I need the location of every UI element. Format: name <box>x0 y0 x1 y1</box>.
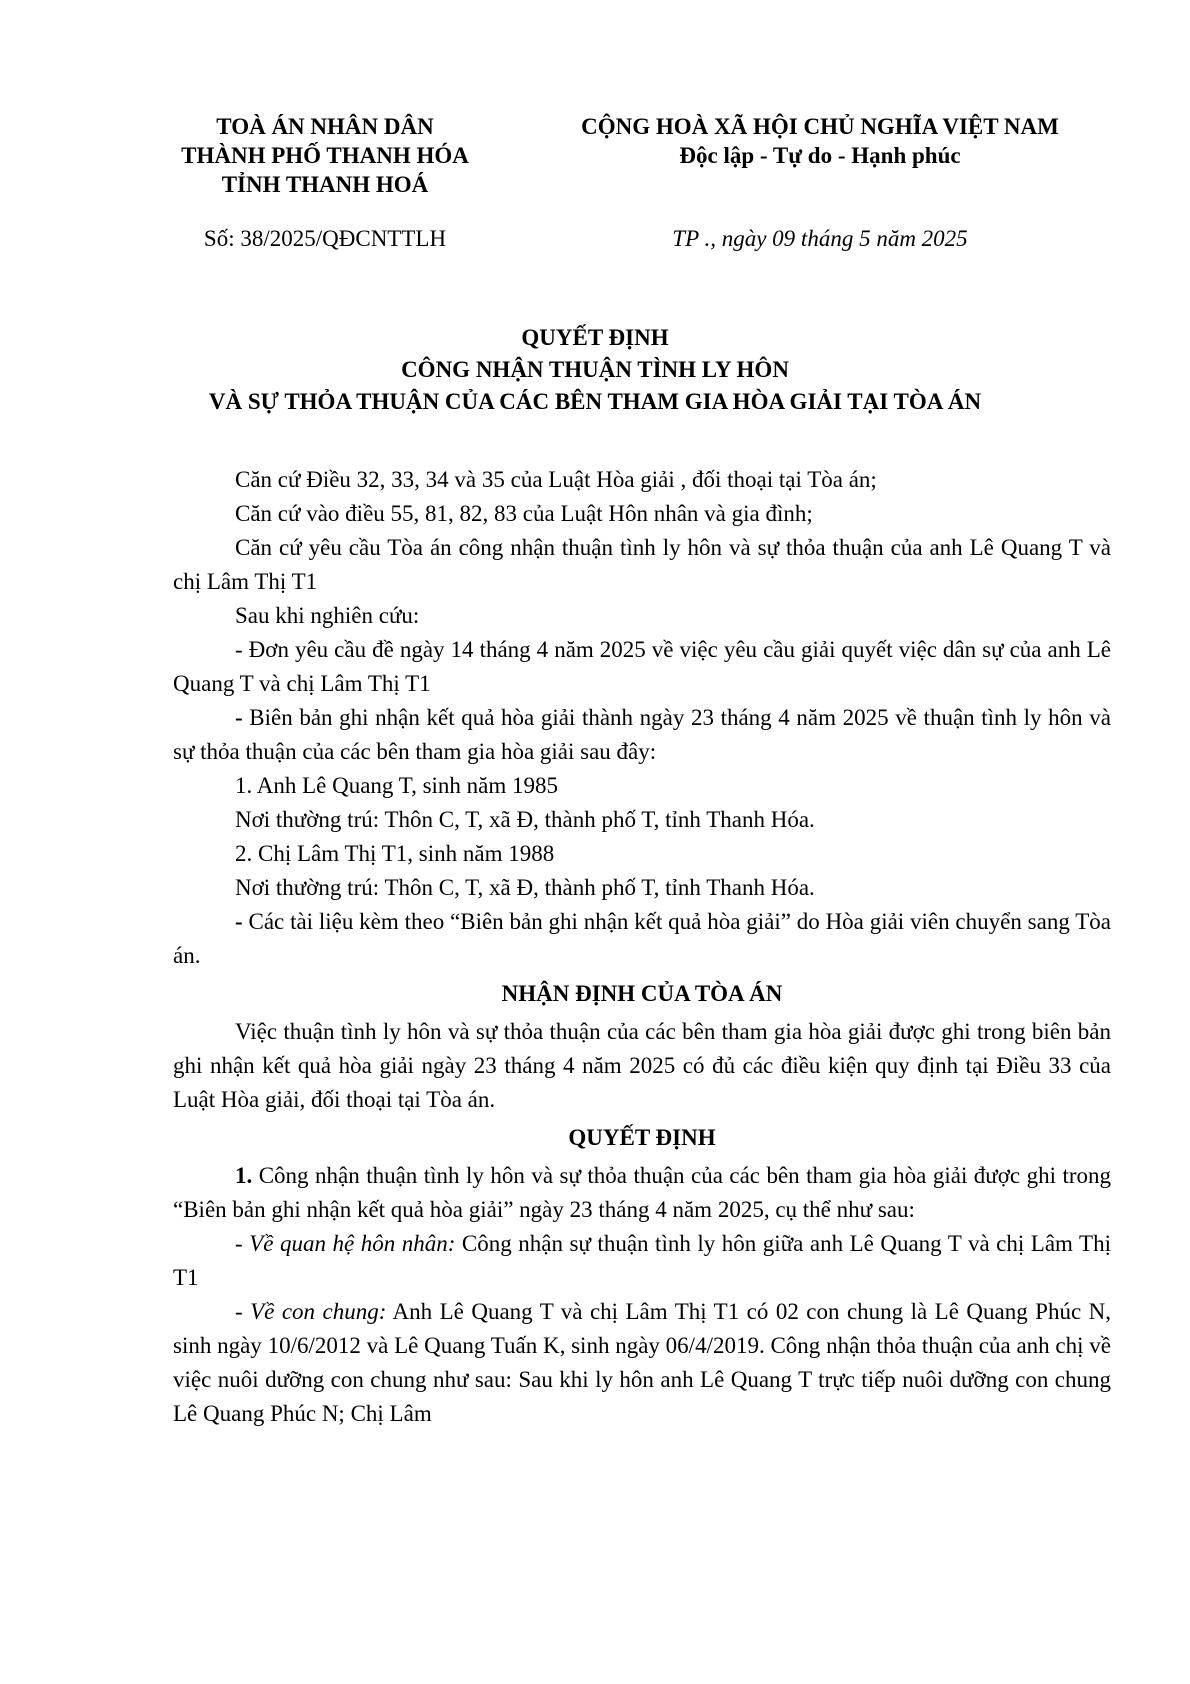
basis-line-5: - Đơn yêu cầu đề ngày 14 tháng 4 năm 2025 về việc yêu cầu giải quyết việc dân sự của anh Lê Quang T và chị Lâm Thị T1 <box>173 637 1111 696</box>
motto: Độc lập - Tự do - Hạnh phúc <box>679 143 961 168</box>
assessment-text: Việc thuận tình ly hôn và sự thỏa thuận của các bên tham gia hòa giải được ghi trong biên bản ghi nhận kết quả hòa giải ngày 23 tháng 4 năm 2025 có đủ các điều kiện quy định tại Điều 33 của Luật Hòa giải, đối thoại tại Tòa án. <box>173 1019 1111 1112</box>
basis-line-3: Căn cứ yêu cầu Tòa án công nhận thuận tình ly hôn và sự thỏa thuận của anh Lê Quang T và chị Lâm Thị T1 <box>173 535 1111 594</box>
basis-line-6 <box>173 701 1111 769</box>
title-line-1: QUYẾT ĐỊNH <box>521 325 669 350</box>
decision-item-1 <box>173 1159 1111 1227</box>
republic-name: CỘNG HOÀ XÃ HỘI CHỦ NGHĨA VIỆT NAM <box>581 114 1059 139</box>
party-1: 1. Anh Lê Quang T, sinh năm 1985 <box>235 773 559 798</box>
document-body <box>173 463 1111 1431</box>
document-number: Số: 38/2025/QĐCNTTLH <box>203 226 447 251</box>
basis-line-1: Căn cứ Điều 32, 33, 34 và 35 của Luật Hòa giải , đối thoại tại Tòa án; <box>235 467 877 492</box>
basis-line-11-text: Các tài liệu kèm theo “Biên bản ghi nhận kết quả hòa giải” do Hòa giải viên chuyển sang Tòa án. <box>173 909 1111 968</box>
court-line-3: TỈNH THANH HOÁ <box>221 172 429 197</box>
basis-line-2: Căn cứ vào điều 55, 81, 82, 83 của Luật Hôn nhân và gia đình; <box>235 501 813 526</box>
document-title <box>0 322 1190 418</box>
marriage-text: Công nhận sự thuận tình ly hôn giữa anh Lê Quang T và chị Lâm Thị T1 <box>173 1231 1111 1290</box>
party-2-address: Nơi thường trú: Thôn C, T, xã Đ, thành phố T, tỉnh Thanh Hóa. <box>235 875 815 900</box>
party-1-address: Nơi thường trú: Thôn C, T, xã Đ, thành phố T, tỉnh Thanh Hóa. <box>235 807 815 832</box>
children-label: Về con chung: <box>250 1299 387 1324</box>
decision-item-1-number: 1. <box>235 1163 253 1188</box>
basis-line-6-text: Biên bản ghi nhận kết quả hòa giải thành ngày 23 tháng 4 năm 2025 về thuận tình ly hôn và sự thỏa thuận của các bên tham gia hòa giải sau đây: <box>173 705 1111 764</box>
title-line-2: CÔNG NHẬN THUẬN TÌNH LY HÔN <box>401 357 789 382</box>
court-name-block <box>170 112 480 199</box>
court-line-2: THÀNH PHỐ THANH HÓA <box>181 143 469 168</box>
marriage-clause <box>173 1227 1111 1295</box>
children-dash: - <box>235 1299 251 1324</box>
basis-line-11 <box>173 905 1111 973</box>
marriage-label: Về quan hệ hôn nhân: <box>249 1231 456 1256</box>
marriage-dash: - <box>235 1231 250 1256</box>
basis-line-11-dash: - <box>235 909 243 934</box>
assessment-heading: NHẬN ĐỊNH CỦA TÒA ÁN <box>501 981 783 1006</box>
children-clause <box>173 1295 1111 1431</box>
court-line-1: TOÀ ÁN NHÂN DÂN <box>216 114 434 139</box>
decision-item-1-text: Công nhận thuận tình ly hôn và sự thỏa thuận của các bên tham gia hòa giải được ghi trong “Biên bản ghi nhận kết quả hòa giải” ngày 23 tháng 4 năm 2025, cụ thể như sau: <box>173 1163 1111 1222</box>
children-text: Anh Lê Quang T và chị Lâm Thị T1 có 02 con chung là Lê Quang Phúc N, sinh ngày 10/6/2012 và Lê Quang Tuấn K, sinh ngày 06/4/2019. Công nhận thỏa thuận của anh chị về việc nuôi dưỡng con chung như sau: Sau khi ly hôn anh Lê Quang T trực tiếp nuôi dưỡng con chung Lê Quang Phúc N; Chị Lâm <box>173 1299 1111 1426</box>
basis-line-6-dash: - <box>235 705 243 730</box>
party-2: 2. Chị Lâm Thị T1, sinh năm 1988 <box>235 841 555 866</box>
basis-line-4: Sau khi nghiên cứu: <box>235 603 420 628</box>
national-motto-block <box>560 112 1080 170</box>
document-date: TP ., ngày 09 tháng 5 năm 2025 <box>672 226 968 251</box>
decision-heading: QUYẾT ĐỊNH <box>568 1125 716 1150</box>
title-line-3: VÀ SỰ THỎA THUẬN CỦA CÁC BÊN THAM GIA HÒA GIẢI TẠI TÒA ÁN <box>208 389 982 414</box>
